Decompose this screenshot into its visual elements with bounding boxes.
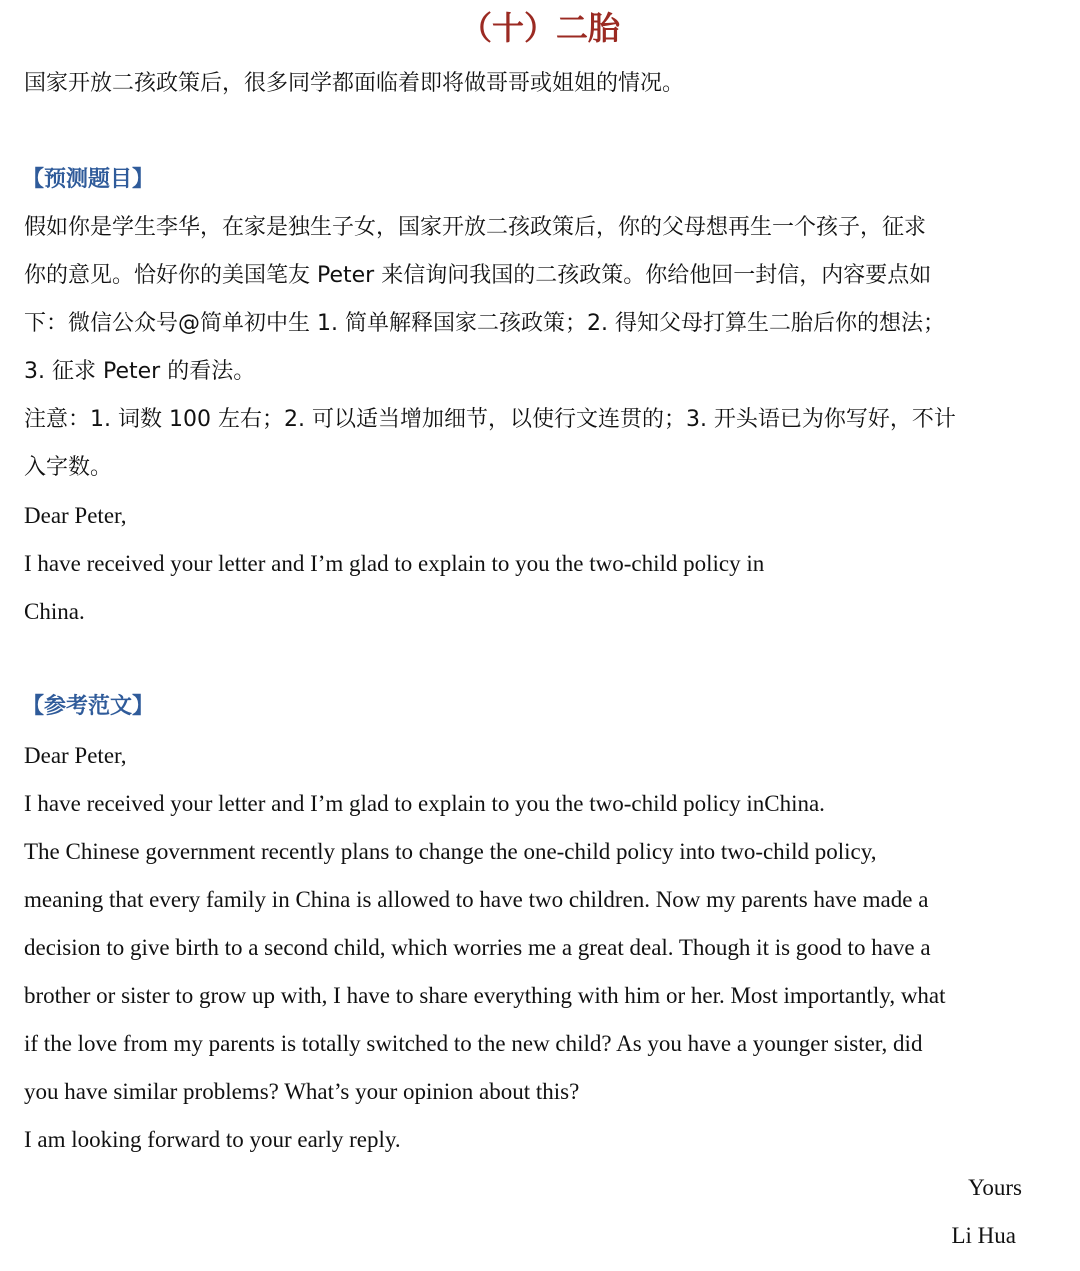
page-title: （十）二胎 xyxy=(459,9,620,47)
prompt-line: 入字数。 xyxy=(24,455,113,480)
sample-line: you have similar problems? What’s your opinion about this? xyxy=(24,1079,580,1104)
intro-text: 国家开放二孩政策后，很多同学都面临着即将做哥哥或姐姐的情况。 xyxy=(24,71,685,96)
sample-line: meaning that every family in China is allowed to have two children. Now my parents have made a xyxy=(24,887,929,912)
letter-closing: Yours xyxy=(968,1175,1022,1200)
letter-signature: Li Hua xyxy=(951,1223,1016,1248)
sample-greeting: Dear Peter, xyxy=(24,743,127,768)
prompt-heading: 【预测题目】 xyxy=(22,167,155,192)
sample-line: I am looking forward to your early reply. xyxy=(24,1127,401,1152)
prompt-line: 你的意见。恰好你的美国笔友 Peter 来信询问我国的二孩政策。你给他回一封信，内容要点如 xyxy=(24,263,932,288)
prompt-greeting: Dear Peter, xyxy=(24,503,127,528)
sample-line: I have received your letter and I’m glad to explain to you the two-child policy inChina. xyxy=(24,791,825,816)
prompt-line: 假如你是学生李华，在家是独生子女，国家开放二孩政策后，你的父母想再生一个孩子，征求 xyxy=(24,215,927,240)
sample-line: decision to give birth to a second child, which worries me a great deal. Though it is good to have a xyxy=(24,935,931,960)
sample-heading: 【参考范文】 xyxy=(22,694,155,719)
sample-line: if the love from my parents is totally switched to the new child? As you have a younger sister, did xyxy=(24,1031,923,1056)
prompt-line: 下：微信公众号@简单初中生 1. 简单解释国家二孩政策；2. 得知父母打算生二胎后你的想法； xyxy=(24,311,945,336)
prompt-opening-line: China. xyxy=(24,599,85,624)
prompt-line: 注意：1. 词数 100 左右；2. 可以适当增加细节，以使行文连贯的；3. 开头语已为你写好，不计 xyxy=(24,407,956,432)
sample-line: brother or sister to grow up with, I have to share everything with him or her. Most importantly, what xyxy=(24,983,946,1008)
sample-line: The Chinese government recently plans to change the one-child policy into two-child policy, xyxy=(24,839,877,864)
prompt-line: 3. 征求 Peter 的看法。 xyxy=(24,359,256,384)
prompt-opening-line: I have received your letter and I’m glad to explain to you the two-child policy in xyxy=(24,551,765,576)
